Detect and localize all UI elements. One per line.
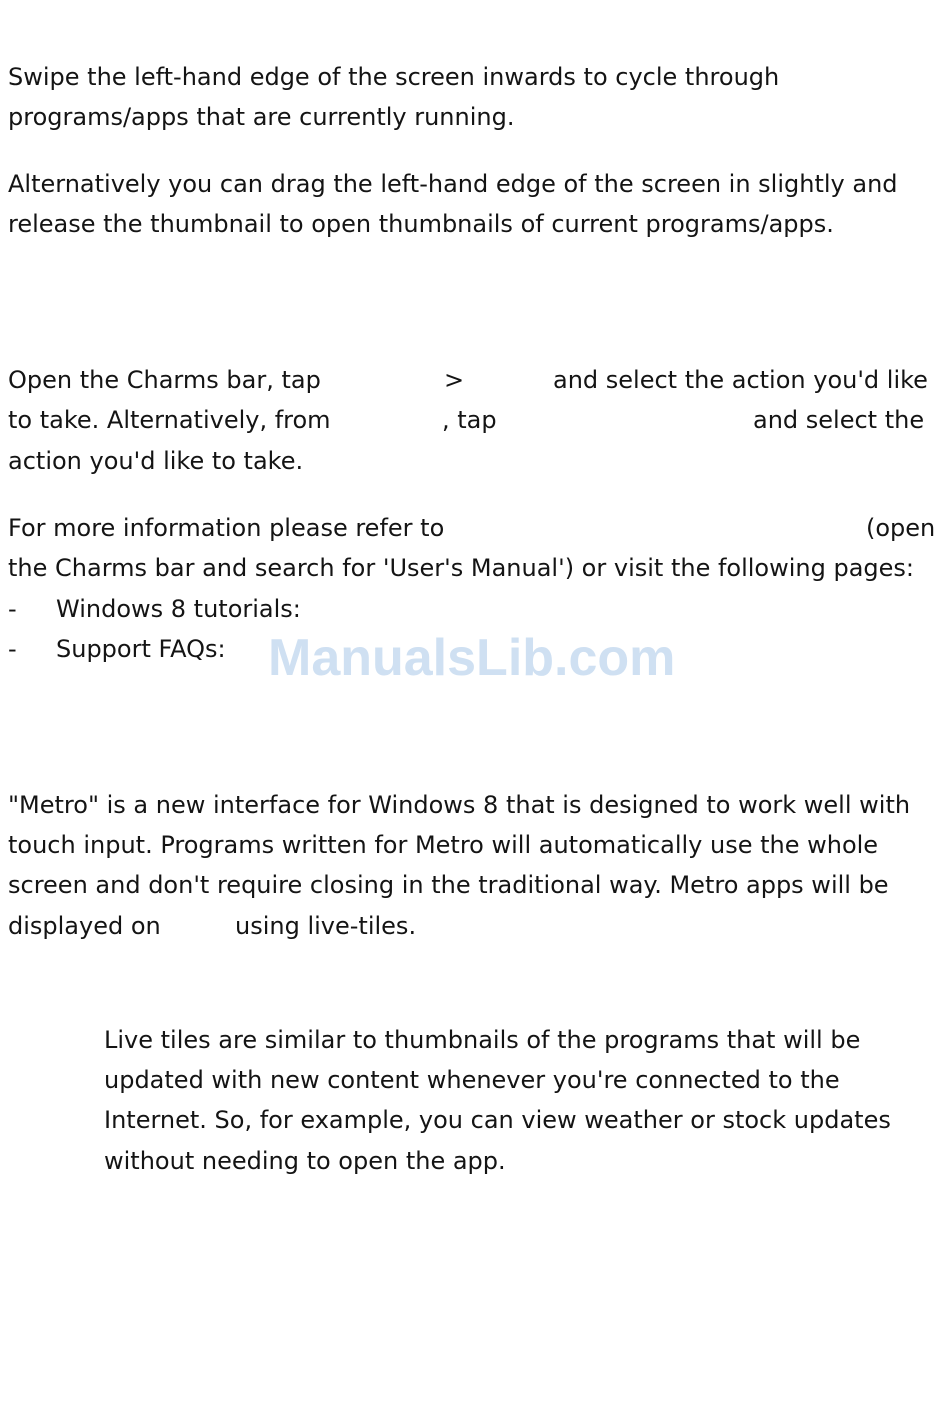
windows-tutorials-label: Windows 8 tutorials:: [56, 595, 301, 623]
charms-text-line-1a: Open the Charms bar, tap: [8, 366, 321, 394]
swipe-text-line-1: Swipe the left-hand edge of the screen inwards to cycle through: [8, 63, 780, 91]
more-info-line-2: the Charms bar and search for 'User's Manual') or visit the following pages:: [8, 554, 915, 582]
note-line-2: updated with new content whenever you're connected to the: [104, 1066, 840, 1094]
list-bullet: -: [8, 635, 17, 663]
metro-text-line-1: "Metro" is a new interface for Windows 8 that is designed to work well with: [8, 791, 911, 819]
manualslib-watermark: ManualsLib.com: [268, 629, 676, 687]
charms-text-line-1c: and select the action you'd like: [553, 366, 928, 394]
charms-text-line-2b: , tap: [442, 406, 497, 434]
drag-text-line-2: release the thumbnail to open thumbnails of current programs/apps.: [8, 210, 834, 238]
more-info-line-1a: For more information please refer to: [8, 514, 445, 542]
more-info-line-1b: (open: [866, 514, 936, 542]
charms-text-line-3: action you'd like to take.: [8, 447, 304, 475]
charms-text-line-2a: to take. Alternatively, from: [8, 406, 331, 434]
metro-text-line-2: touch input. Programs written for Metro will automatically use the whole: [8, 831, 879, 859]
support-faqs-label: Support FAQs:: [56, 635, 226, 663]
note-line-3: Internet. So, for example, you can view weather or stock updates: [104, 1106, 891, 1134]
charms-text-line-2c: and select the: [753, 406, 925, 434]
metro-text-line-3: screen and don't require closing in the traditional way. Metro apps will be: [8, 871, 889, 899]
note-line-4: without needing to open the app.: [104, 1147, 506, 1175]
list-bullet: -: [8, 595, 17, 623]
drag-text-line-1: Alternatively you can drag the left-hand edge of the screen in slightly and: [8, 170, 898, 198]
metro-text-line-4a: displayed on: [8, 912, 161, 940]
metro-text-line-4b: using live-tiles.: [235, 912, 417, 940]
charms-text-separator: >: [444, 366, 465, 394]
swipe-text-line-2: programs/apps that are currently running.: [8, 103, 515, 131]
note-line-1: Live tiles are similar to thumbnails of the programs that will be: [104, 1026, 861, 1054]
